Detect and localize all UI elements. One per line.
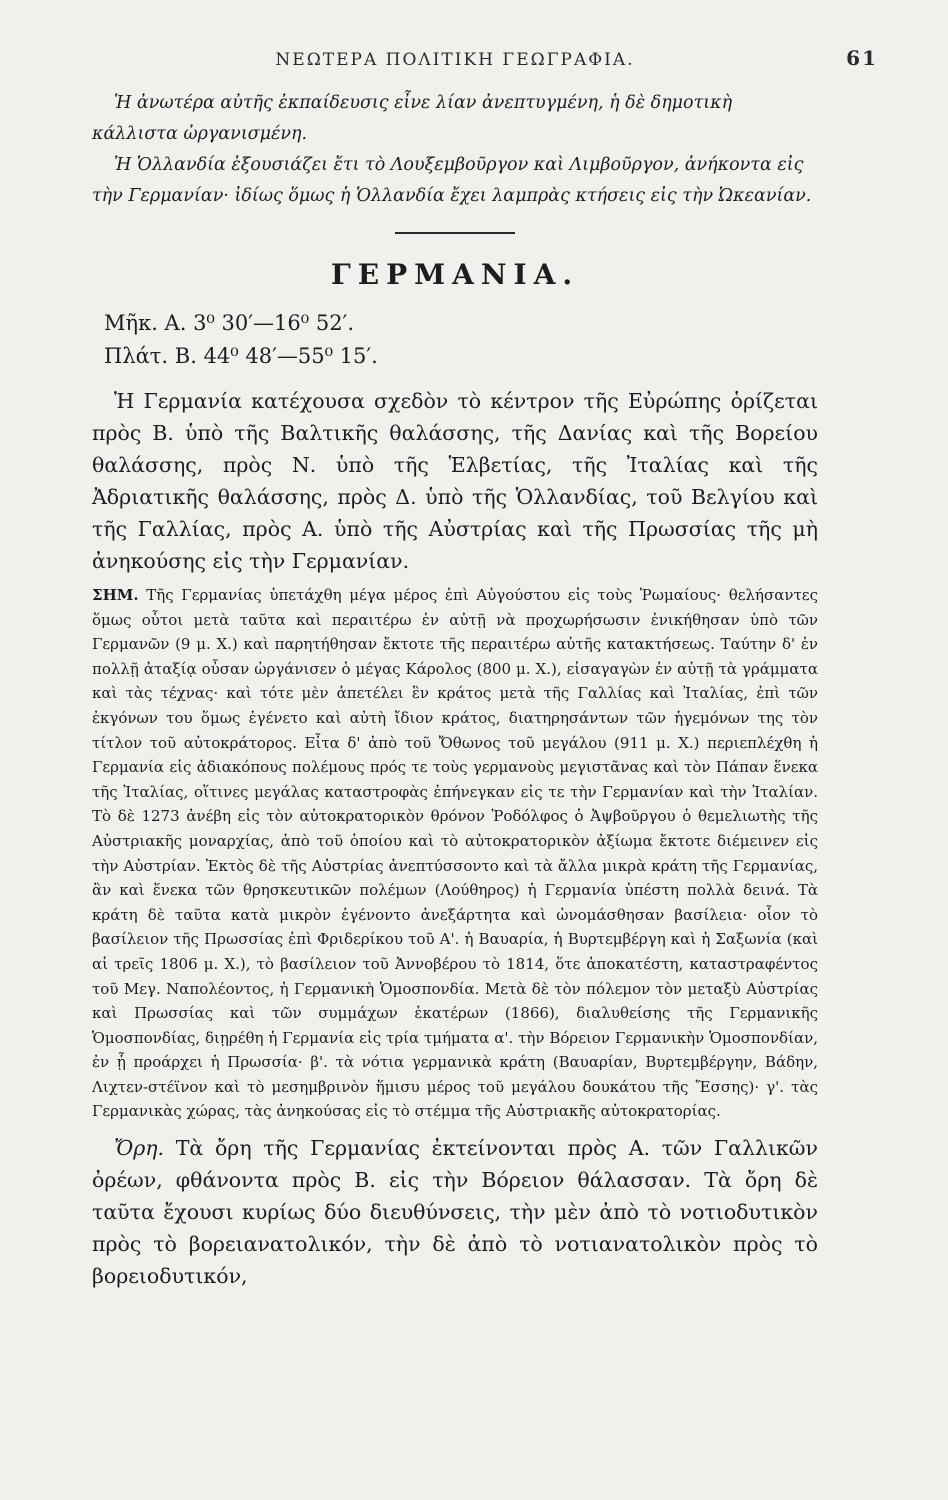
- latitude-line: Πλάτ. Β. 44⁰ 48′—55⁰ 15′.: [104, 344, 378, 368]
- mountains-text: Τὰ ὄρη τῆς Γερμανίας ἐκτείνονται πρὸς Α. τῶν Γαλλικῶν ὀρέων, φθάνοντα πρὸς Β. εἰς τὴν Βόρειον θάλασσαν. Τὰ ὄρη δὲ ταῦτα ἔχουσι κυρίως δύο διευθύνσεις, τὴν μὲν ἀπὸ τὸ νοτιοδυτικὸν πρὸς τὸ βορειανατολικόν, τὴν δὲ ἀπὸ τὸ νοτιανατολικὸν πρὸς τὸ βορειοδυτικόν,: [92, 1136, 818, 1289]
- longitude-line: Μῆκ. Α. 3⁰ 30′—16⁰ 52′.: [104, 311, 355, 335]
- section-title: ΓΕΡΜΑΝΙΑ.: [330, 258, 580, 291]
- borders-paragraph: Ἡ Γερμανία κατέχουσα σχεδὸν τὸ κέντρον τῆς Εὐρώπης ὁρίζεται πρὸς Β. ὑπὸ τῆς Βαλτικῆς θαλάσσης, τῆς Δανίας καὶ τῆς Βορείου θαλάσσης, πρὸς Ν. ὑπὸ τῆς Ἑλβετίας, τῆς Ἰταλίας καὶ τῆς Ἀδριατικῆς θαλάσσης, πρὸς Δ. ὑπὸ τῆς Ὁλλανδίας, τοῦ Βελγίου καὶ τῆς Γαλλίας, πρὸς Α. ὑπὸ τῆς Αὐστρίας καὶ τῆς Πρωσσίας τῆς μὴ ἀνηκούσης εἰς τὴν Γερμανίαν.: [92, 389, 818, 573]
- page-number: 61: [846, 46, 878, 70]
- intro-paragraph-2: Ἡ Ὁλλανδία ἐξουσιάζει ἔτι τὸ Λουξεμβοῦργον καὶ Λιμβοῦργον, ἀνήκοντα εἰς τὴν Γερμανίαν· ἰδίως ὅμως ἡ Ὁλλανδία ἔχει λαμπρὰς κτήσεις εἰς τὴν Ὠκεανίαν.: [92, 155, 812, 206]
- section-divider: [395, 232, 515, 234]
- coordinates-block: [104, 307, 818, 373]
- mountains-paragraph: [92, 1132, 818, 1292]
- running-header: [92, 46, 878, 70]
- note-text: Τῆς Γερμανίας ὑπετάχθη μέγα μέρος ἐπὶ Αὐγούστου εἰς τοὺς Ῥωμαίους· θελήσαντες ὅμως οὗτοι μετὰ ταῦτα καὶ περαιτέρω ἐν αὐτῇ νὰ προχωρήσωσιν ἐνικήθησαν ὑπὸ τῶν Γερμανῶν (9 μ. Χ.) καὶ παρητήθησαν ἔκτοτε τῆς περαιτέρω αὐτῆς κατακτήσεως. Ταύτην δ' ἐν πολλῇ ἀταξίᾳ οὖσαν ὠργάνισεν ὁ μέγας Κάρολος (800 μ. Χ.), εἰσαγαγὼν ἐν αὐτῇ τὰ γράμματα καὶ τὰς τέχνας· καὶ τότε μὲν ἀπετέλει ἓν κράτος μετὰ τῆς Γαλλίας καὶ Ἰταλίας, ἐπὶ τῶν ἐκγόνων του ὅμως ἐγένετο καὶ αὐτὴ ἴδιον κράτος, διατηρησάντων τῶν ἡγεμόνων της τὸν τίτλον τοῦ αὐτοκράτορος. Εἶτα δ' ἀπὸ τοῦ Ὄθωνος τοῦ μεγάλου (911 μ. Χ.) περιεπλέχθη ἡ Γερμανία εἰς ἀδιακόπους πολέμους πρός τε τοὺς γερμανοὺς μεγιστᾶνας καὶ τὸν Πάπαν ἕνεκα τῆς Ἰταλίας, οἵτινες μεγάλας καταστροφὰς ἐπήνεγκαν εἰς τε τὴν Γερμανίαν καὶ τὴν Ἰταλίαν. Τὸ δὲ 1273 ἀνέβη εἰς τὸν αὐτοκρατορικὸν θρόνον Ῥοδόλφος ὁ Ἀψβοῦργου ὁ θεμελιωτὴς τῆς Αὐστριακῆς μοναρχίας, ἀπὸ τοῦ ὁποίου καὶ τὸ αὐτοκρατορικὸν ἀξίωμα ἔκτοτε διέμεινεν εἰς τὴν Αὐστρίαν. Ἐκτὸς δὲ τῆς Αὐστρίας ἀνεπτύσσοντο καὶ τὰ ἄλλα μικρὰ κράτη τῆς Γερμανίας, ἂν καὶ ἕνεκα τῶν θρησκευτικῶν πολέμων (Λούθηρος) ἡ Γερμανία ὑπέστη πολλὰ δεινά. Τὰ κράτη δὲ ταῦτα κατὰ μικρὸν ἐγένοντο ἀνεξάρτητα καὶ ὠνομάσθησαν βασίλεια· οἷον τὸ βασίλειον τῆς Πρωσσίας ἐπὶ Φριδερίκου τοῦ Α'. ἡ Βαυαρία, ἡ Βυρτεμβέργη καὶ ἡ Σαξωνία (καὶ αἱ τρεῖς 1806 μ. Χ.), τὸ βασίλειον τοῦ Ἀννοβέρου τὸ 1814, ὅτε ἀποκατέστη, καταστραφέντος τοῦ Μεγ. Ναπολέοντος, ἡ Γερμανικὴ Ὁμοσπονδία. Μετὰ δὲ τὸν πόλεμον τὸν μεταξὺ Αὐστρίας καὶ Πρωσσίας καὶ τῶν συμμάχων ἑκατέρων (1866), διαλυθείσης τῆς Γερμανικῆς Ὁμοσπονδίας, διῃρέθη ἡ Γερμανία εἰς τρία τμήματα α'. τὴν Βόρειον Γερμανικὴν Ὁμοσπονδίαν, ἐν ᾗ προάρχει ἡ Πρωσσία· β'. τὰ νότια γερμανικὰ κράτη (Βαυαρίαν, Βυρτεμβέργην, Βάδην, Λιχτεν-στέϊνον καὶ τὸ μεσημβρινὸν ἥμισυ μέρος τοῦ μεγάλου δουκάτου τῆς Ἔσσης)· γ'. τὰς Γερμανικὰς χώρας, τὰς ἀνηκούσας εἰς τὸ στέμμα τῆς Αὐστριακῆς αὐτοκρατορίας.: [92, 586, 818, 1121]
- historical-note: [92, 583, 818, 1124]
- intro-paragraph-1: Ἡ ἀνωτέρα αὐτῆς ἐκπαίδευσις εἶνε λίαν ἀνεπτυγμένη, ἡ δὲ δημοτικὴ κάλλιστα ὠργανισμένη.: [92, 93, 733, 144]
- note-label: ΣΗΜ.: [92, 586, 139, 604]
- running-title: ΝΕΩΤΕΡΑ ΠΟΛΙΤΙΚΗ ΓΕΩΓΡΑΦΙΑ.: [275, 50, 635, 70]
- mountains-lead: Ὄρη.: [114, 1136, 165, 1161]
